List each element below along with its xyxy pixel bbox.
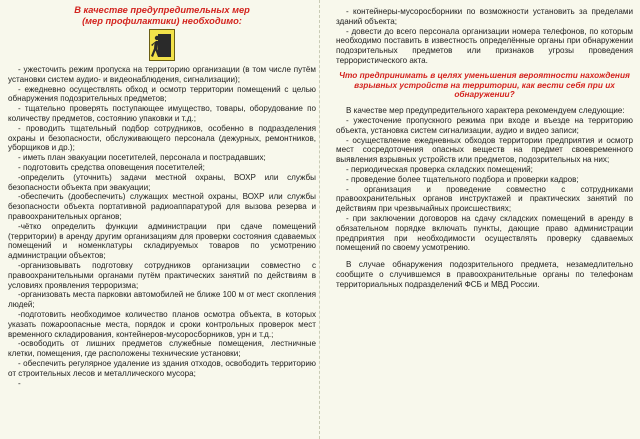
right-column xyxy=(320,0,640,439)
recommendation-item: - проведение более тщательного подбора и проверки кадров; xyxy=(346,174,579,184)
measure-item: - довести до всего персонала организации номера телефонов, по которым необходимо поставить в известность определённые органы при обнаружении подозрительных предметов или признаков угрозы проведения террористического акта. xyxy=(336,26,633,65)
measure-item: - подготовить средства оповещения посетителей; xyxy=(18,162,205,172)
recommendation-intro: В качестве мер предупредительного характера рекомендуем следующие: xyxy=(346,106,625,116)
measure-item: - xyxy=(18,378,21,388)
left-title-line2: (мер профилактики) необходимо: xyxy=(82,15,242,26)
closing-paragraph: В случае обнаружения подозрительного предмета, незамедлительно сообщите о случившемся в правоохранительные органы по телефонам территориальных подразделений ФСБ и МВД России. xyxy=(336,260,633,289)
measure-item: - проводить тщательный подбор сотрудников, особенно в подразделения охраны и безопасности, обслуживающего персонала (дежурных, ремонтников, уборщиков и др.); xyxy=(8,123,316,153)
measure-item: -обеспечить (дообеспечить) служащих местной охраны, ВОХР или службы безопасности объекта портативной радиоаппаратурой для вызова резерва и правоохранительных органов; xyxy=(8,192,316,221)
recommendation-item: - при заключении договоров на сдачу складских помещений в аренду в обязательном порядке включать пункты, дающие право администрации предприятия при необходимости осуществлять проверку сдаваемых помещений по своему усмотрению. xyxy=(336,213,633,253)
left-title-line1: В качестве предупредительных мер xyxy=(74,5,250,15)
measure-item: -освободить от лишних предметов служебные помещения, лестничные клетки, помещения, где расположены технические установки; xyxy=(8,339,316,359)
measure-item: -подготовить необходимое количество планов осмотра объекта, в которых указать пожароопасные места, порядок и сроки контрольных проверок мест временного складирования, контейнеров-мусоросборников, урн и т.д.; xyxy=(8,309,316,339)
measure-item: - контейнеры-мусоросборники по возможности установить за пределами зданий объекта; xyxy=(336,7,633,26)
left-measures-list xyxy=(8,65,316,388)
recommendation-item: - организация и проведение совместно с сотрудниками правоохранительных органов инструктажей и практических занятий по действиям при чрезвычайных происшествиях; xyxy=(336,184,633,214)
right-top-list xyxy=(336,7,633,66)
recommendation-item: - периодическая проверка складских помещений; xyxy=(346,164,533,174)
question-heading: Что предпринимать в целях уменьшения вероятности нахождения взрывных устройств на территории, как вести себя при их обнаружении? xyxy=(339,69,630,100)
measure-item: -чётко определить функции администрации при сдаче помещений (территории) в аренду другим организациям для проверки состояния сдаваемых помещений и номенклатуры складируемых товаров по усмотрению администрации объектов; xyxy=(8,221,316,261)
measure-item: - иметь план эвакуации посетителей, персонала и пострадавших; xyxy=(18,153,266,163)
recommendation-item: - осуществление ежедневных обходов территории предприятия и осмотр мест сосредоточения опасных веществ на предмет своевременного выявления взрывных устройств или предметов, подозрительных на них; xyxy=(336,135,633,165)
measure-item: - обеспечить регулярное удаление из здания отходов, освободить территорию от строительных лесов и металлического мусора; xyxy=(8,358,316,378)
measure-item: - ужесточить режим пропуска на территорию организации (в том числе путём установки систем аудио- и видеонаблюдения, сигнализации); xyxy=(8,65,316,84)
exit-door-person-icon xyxy=(149,29,175,61)
measure-item: -организовывать подготовку сотрудников организации совместно с правоохранительными органами путём практических занятий по действиям в условиях проявления терроризма; xyxy=(8,260,316,290)
recommendation-item: - ужесточение пропускного режима при входе и въезде на территорию объекта, установка систем сигнализации, аудио и видео записи; xyxy=(336,115,633,135)
measure-item: - тщательно проверять поступающее имущество, товары, оборудование по количеству предметов, состоянию упаковки и т.д.; xyxy=(8,104,316,123)
measure-item: -определить (уточнить) задачи местной охраны, ВОХР или службы безопасности объекта при эвакуации; xyxy=(8,172,316,192)
measure-item: -организовать места парковки автомобилей не ближе 100 м от мест скопления людей; xyxy=(8,290,316,310)
left-title xyxy=(8,5,316,26)
right-measures-list xyxy=(336,116,633,253)
measure-item: - ежедневно осуществлять обход и осмотр территории помещений с целью обнаружения подозрительных предметов; xyxy=(8,84,316,104)
